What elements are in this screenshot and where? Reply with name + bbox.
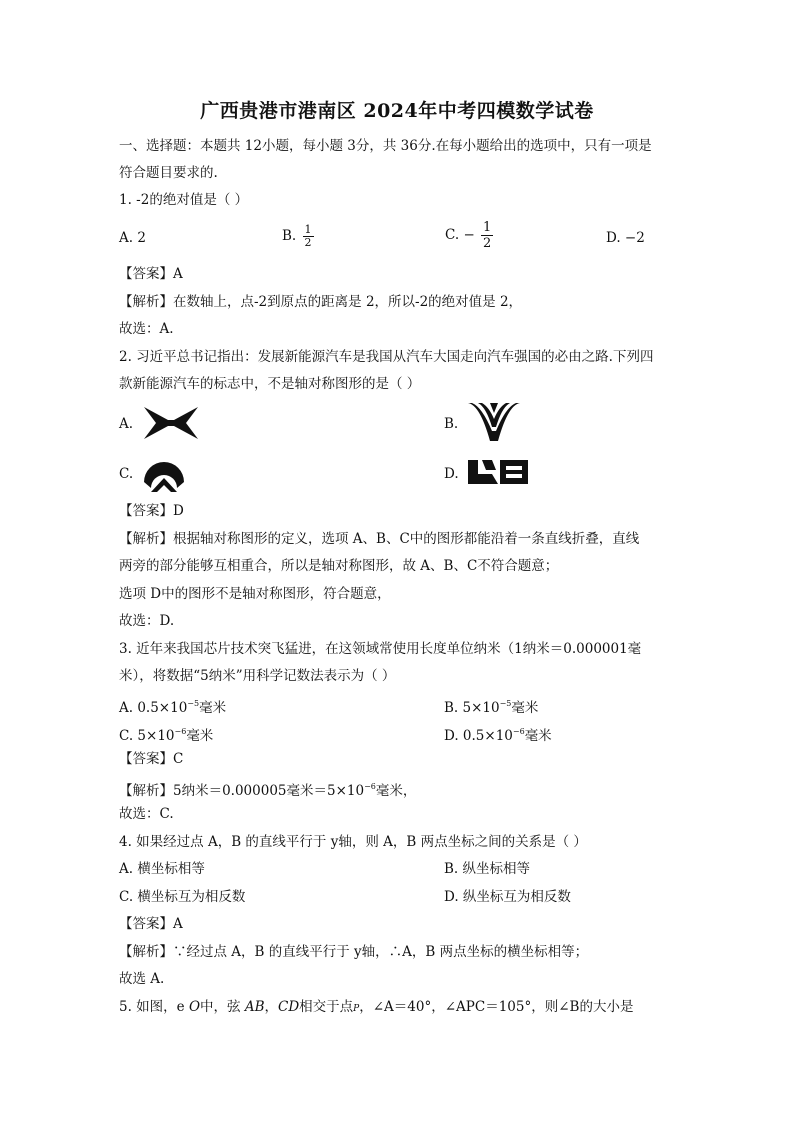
section-heading-line1: 一、选择题：本题共 12小题，每小题 3分，共 36分.在每小题给出的选项中，只有一项是 (119, 138, 652, 154)
q1-stem: 1. -2的绝对值是（ ） (119, 192, 249, 208)
q1-option-c-sign: − (463, 227, 475, 243)
q5-stem-part4: 相交于点 (299, 999, 354, 1015)
q1-option-b-numerator: 1 (304, 223, 312, 236)
q5-chord-ab: AB (244, 999, 265, 1015)
logo-b-image (466, 401, 522, 443)
q3-option-d-base: D. 0.5×10 (444, 728, 513, 744)
q4-option-d: D. 纵坐标互为相反数 (444, 889, 571, 905)
q3-option-d (444, 723, 552, 745)
q3-option-d-exponent: −6 (512, 727, 525, 736)
q3-option-b-exponent: −5 (499, 699, 512, 708)
q2-conclusion: 故选：D. (119, 613, 175, 629)
q1-option-c-fraction (481, 220, 493, 251)
q1-option-d: D. −2 (606, 230, 645, 246)
q3-option-a-unit: 毫米 (199, 700, 227, 716)
q1-answer: 【答案】A (119, 266, 183, 282)
q3-option-a-exponent: −5 (187, 699, 200, 708)
q3-stem-line1: 3. 近年来我国芯片技术突飞猛进，在这领域常使用长度单位纳米（1纳米＝0.000001毫 (119, 641, 642, 657)
q3-option-c-unit: 毫米 (186, 728, 214, 744)
q1-option-b-fraction (303, 224, 314, 249)
q3-option-a (119, 695, 226, 717)
q2-analysis-line3: 选项 D中的图形不是轴对称图形，符合题意， (119, 586, 391, 602)
q3-option-b-unit: 毫米 (511, 700, 539, 716)
q5-stem-part2: 中，弦 (200, 999, 241, 1015)
q5-stem-part5: ，∠A＝40°，∠APC＝105°，则∠B的大小是 (359, 999, 634, 1015)
q4-answer: 【答案】A (119, 916, 183, 932)
q1-option-c-denominator: 2 (483, 236, 492, 251)
q3-analysis-text: 【解析】5纳米＝0.000005毫米＝5×10 (119, 783, 365, 799)
q5-stem (119, 998, 633, 1018)
q1-option-c-numerator: 1 (483, 220, 492, 235)
q2-answer: 【答案】D (119, 503, 184, 519)
q4-analysis: 【解析】∵经过点 A，B 的直线平行于 y轴，∴A，B 两点坐标的横坐标相等； (119, 944, 589, 960)
q3-option-b (444, 695, 538, 717)
q5-chord-cd: CD (278, 999, 300, 1015)
q2-option-c-label: C. (119, 466, 134, 482)
q4-option-b: B. 纵坐标相等 (444, 861, 531, 877)
q1-option-b-label: B. (282, 228, 297, 244)
q2-stem-line2: 款新能源汽车的标志中，不是轴对称图形的是（ ） (119, 376, 421, 392)
q1-option-b-denominator: 2 (304, 236, 312, 249)
page-title: 广西贵港市港南区 2024年中考四模数学试卷 (200, 100, 594, 122)
q2-analysis-line2: 两旁的部分能够互相重合，所以是轴对称图形，故 A、B、C不符合题意； (119, 558, 559, 574)
q5-stem-part3: ， (264, 999, 279, 1015)
q1-option-c (445, 220, 495, 251)
section-heading-line2: 符合题目要求的. (119, 165, 218, 181)
q3-option-d-unit: 毫米 (524, 728, 552, 744)
q5-point-p: P (353, 1004, 360, 1014)
q3-answer: 【答案】C (119, 751, 184, 767)
q5-circle-o: O (188, 999, 201, 1015)
logo-a-image (142, 405, 200, 441)
q2-stem-line1: 2. 习近平总书记指出：发展新能源汽车是我国从汽车大国走向汽车强国的必由之路.下列四 (119, 349, 654, 365)
q3-analysis-unit: 毫米， (375, 783, 417, 799)
q1-analysis: 【解析】在数轴上，点-2到原点的距离是 2，所以-2的绝对值是 2， (119, 294, 523, 310)
logo-d-image (466, 458, 530, 486)
q3-analysis (119, 778, 416, 800)
q3-stem-line2: 米），将数据“5纳米”用科学记数法表示为（ ） (119, 668, 396, 684)
q2-analysis-line1: 【解析】根据轴对称图形的定义，选项 A、B、C中的图形都能沿着一条直线折叠，直线 (119, 531, 640, 547)
q3-conclusion: 故选：C. (119, 806, 174, 822)
logo-c-image (141, 454, 187, 494)
q3-option-c-base: C. 5×10 (119, 728, 175, 744)
q1-option-a: A. 2 (119, 230, 146, 246)
q3-option-c (119, 723, 213, 745)
q1-option-c-label: C. (445, 227, 460, 243)
q3-option-b-base: B. 5×10 (444, 700, 500, 716)
q1-option-b (282, 224, 316, 249)
q4-conclusion: 故选 A. (119, 971, 165, 987)
q1-conclusion: 故选：A. (119, 321, 174, 337)
q4-option-c: C. 横坐标互为相反数 (119, 889, 246, 905)
q5-stem-part1: 5. 如图，e (119, 999, 185, 1015)
q4-option-a: A. 横坐标相等 (119, 861, 205, 877)
q2-option-a-label: A. (119, 416, 134, 432)
q3-analysis-exponent: −6 (364, 782, 376, 791)
q2-option-b-label: B. (444, 416, 459, 432)
q3-option-a-base: A. 0.5×10 (119, 700, 188, 716)
q4-stem: 4. 如果经过点 A，B 的直线平行于 y轴，则 A，B 两点坐标之间的关系是（ ） (119, 834, 587, 850)
q3-option-c-exponent: −6 (174, 727, 187, 736)
q2-option-d-label: D. (444, 466, 459, 482)
